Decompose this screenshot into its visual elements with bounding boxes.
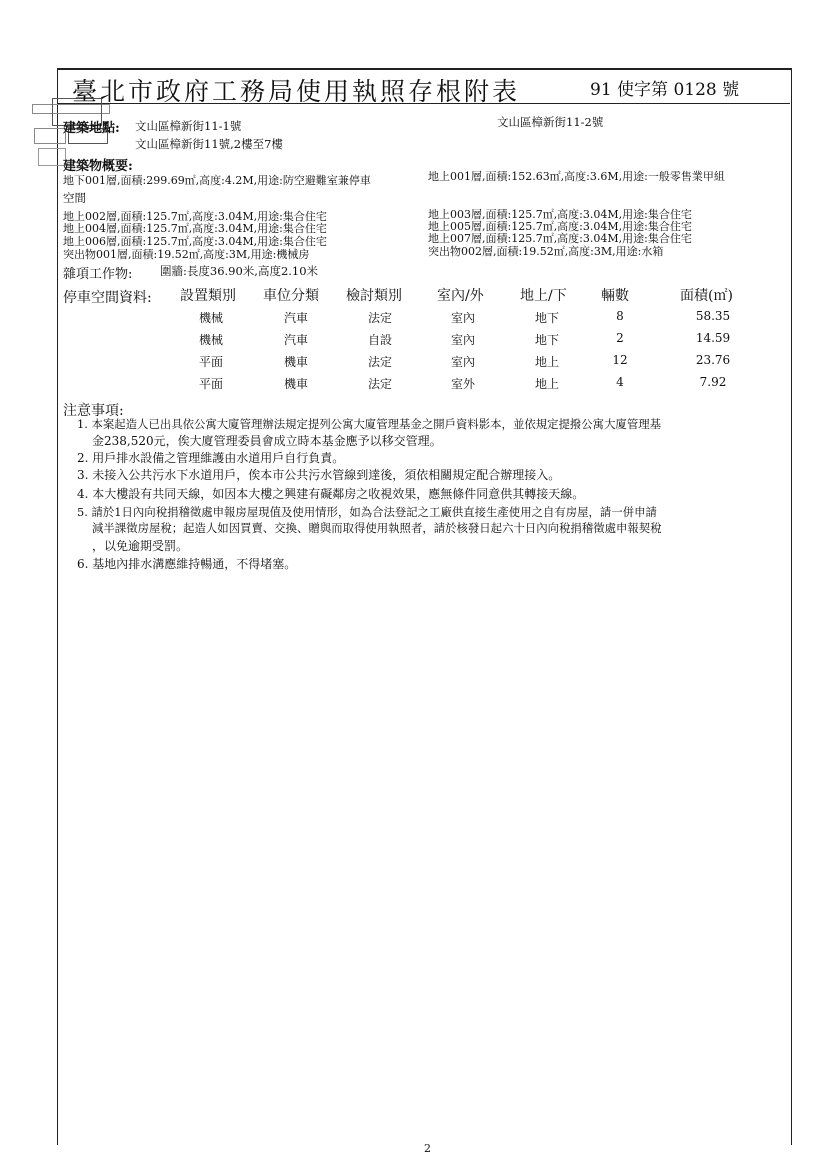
address-label: 建築地點:	[63, 121, 120, 136]
table-cell: 機車	[283, 377, 308, 391]
floor-right: 地上005層,面積:125.7㎡,高度:3.04M,用途:集合住宅	[428, 220, 692, 233]
list-item: 4. 本大樓設有共同天線，如因本大樓之興建有礙鄰房之收視效果，應無條件同意供其轉接天線。	[77, 487, 585, 501]
table-cell: 58.35	[695, 309, 731, 323]
table-cell: 汽車	[283, 333, 308, 347]
permit-number: 91 使字第 0128 號	[590, 80, 740, 100]
table-cell: 機車	[283, 355, 308, 369]
col-header: 檢討類別	[346, 288, 402, 304]
col-header: 輛數	[601, 288, 629, 304]
list-item: ，以免逾期受罰。	[92, 539, 189, 553]
list-item: 1. 本案起造人已出具依公寓大廈管理辦法規定提列公寓大廈管理基金之開戶資料影本，並依規定提撥公寓大廈管理基	[77, 417, 662, 431]
table-cell: 法定	[367, 355, 392, 369]
table-cell: 2	[616, 331, 624, 345]
floor-right: 地上007層,面積:125.7㎡,高度:3.04M,用途:集合住宅	[428, 232, 692, 245]
col-header: 面積(㎡)	[680, 288, 733, 304]
misc-works-value: 圍牆:長度36.90米,高度2.10米	[160, 264, 319, 278]
table-cell: 8	[616, 309, 624, 323]
table-cell: 室外	[450, 377, 475, 391]
floor-g1-continued: 空間	[63, 191, 86, 205]
notes-label: 注意事項:	[63, 403, 124, 419]
table-cell: 機械	[198, 333, 223, 347]
table-cell: 14.59	[695, 331, 731, 345]
col-header: 設置類別	[180, 288, 236, 304]
table-cell: 室內	[450, 355, 475, 369]
floor-b1: 地下001層,面積:299.69㎡,高度:4.2M,用途:防空避難室兼停車	[63, 174, 371, 187]
floor-left: 地上006層,面積:125.7㎡,高度:3.04M,用途:集合住宅	[63, 235, 327, 248]
table-cell: 室內	[450, 333, 475, 347]
address-line-1-right: 文山區樟新街11-2號	[497, 115, 604, 129]
address-line-1: 文山區樟新街11-1號	[135, 119, 242, 133]
floor-left: 突出物001層,面積:19.52㎡,高度:3M,用途:機械房	[63, 248, 310, 261]
table-cell: 自設	[367, 333, 392, 347]
table-cell: 平面	[198, 355, 223, 369]
col-header: 地上/下	[520, 288, 567, 304]
table-cell: 7.92	[699, 375, 727, 389]
floor-left: 地上004層,面積:125.7㎡,高度:3.04M,用途:集合住宅	[63, 222, 327, 235]
table-cell: 法定	[367, 377, 392, 391]
table-cell: 4	[616, 375, 624, 389]
list-item: 金238,520元，俟大廈管理委員會成立時本基金應予以移交管理。	[92, 434, 442, 448]
table-cell: 地下	[534, 311, 559, 325]
table-cell: 法定	[367, 311, 392, 325]
address-line-2: 文山區樟新街11號,2樓至7樓	[135, 137, 283, 151]
document-title: 臺北市政府工務局使用執照存根附表	[72, 77, 521, 106]
table-cell: 地上	[534, 377, 559, 391]
table-cell: 機械	[198, 311, 223, 325]
table-cell: 地上	[534, 355, 559, 369]
table-cell: 23.76	[695, 353, 731, 367]
floor-left: 地上002層,面積:125.7㎡,高度:3.04M,用途:集合住宅	[63, 210, 327, 223]
col-header: 車位分類	[263, 288, 319, 304]
floor-g1: 地上001層,面積:152.63㎡,高度:3.6M,用途:一般零售業甲組	[428, 170, 725, 183]
floor-right: 地上003層,面積:125.7㎡,高度:3.04M,用途:集合住宅	[428, 208, 692, 221]
col-header: 室內/外	[437, 288, 484, 304]
list-item: 減半課徵房屋稅；起造人如因買賣、交換、贈與而取得使用執照者，請於核發日起六十日內向稅捐稽徵處申報契稅	[92, 521, 662, 535]
table-cell: 室內	[450, 311, 475, 325]
overview-label: 建築物概要:	[63, 159, 133, 174]
list-item: 2. 用戶排水設備之管理維護由水道用戶自行負責。	[77, 451, 345, 465]
table-cell: 12	[612, 353, 628, 367]
list-item: 5. 請於1日內向稅捐稽徵處申報房屋現值及使用情形，如為合法登記之工廠供直接生產使用之自有房屋，請一併申請	[77, 505, 657, 519]
floor-right: 突出物002層,面積:19.52㎡,高度:3M,用途:水箱	[428, 245, 664, 258]
page-number: 2	[424, 1142, 431, 1155]
list-item: 6. 基地內排水溝應維持暢通，不得堵塞。	[77, 557, 297, 571]
list-item: 3. 未接入公共污水下水道用戶，俟本市公共污水管線到達後，須依相關規定配合辦理接入。	[77, 468, 561, 482]
table-cell: 平面	[198, 377, 223, 391]
table-cell: 汽車	[283, 311, 308, 325]
misc-works-label: 雜項工作物:	[63, 267, 133, 282]
parking-label: 停車空間資料:	[63, 290, 152, 306]
table-cell: 地下	[534, 333, 559, 347]
